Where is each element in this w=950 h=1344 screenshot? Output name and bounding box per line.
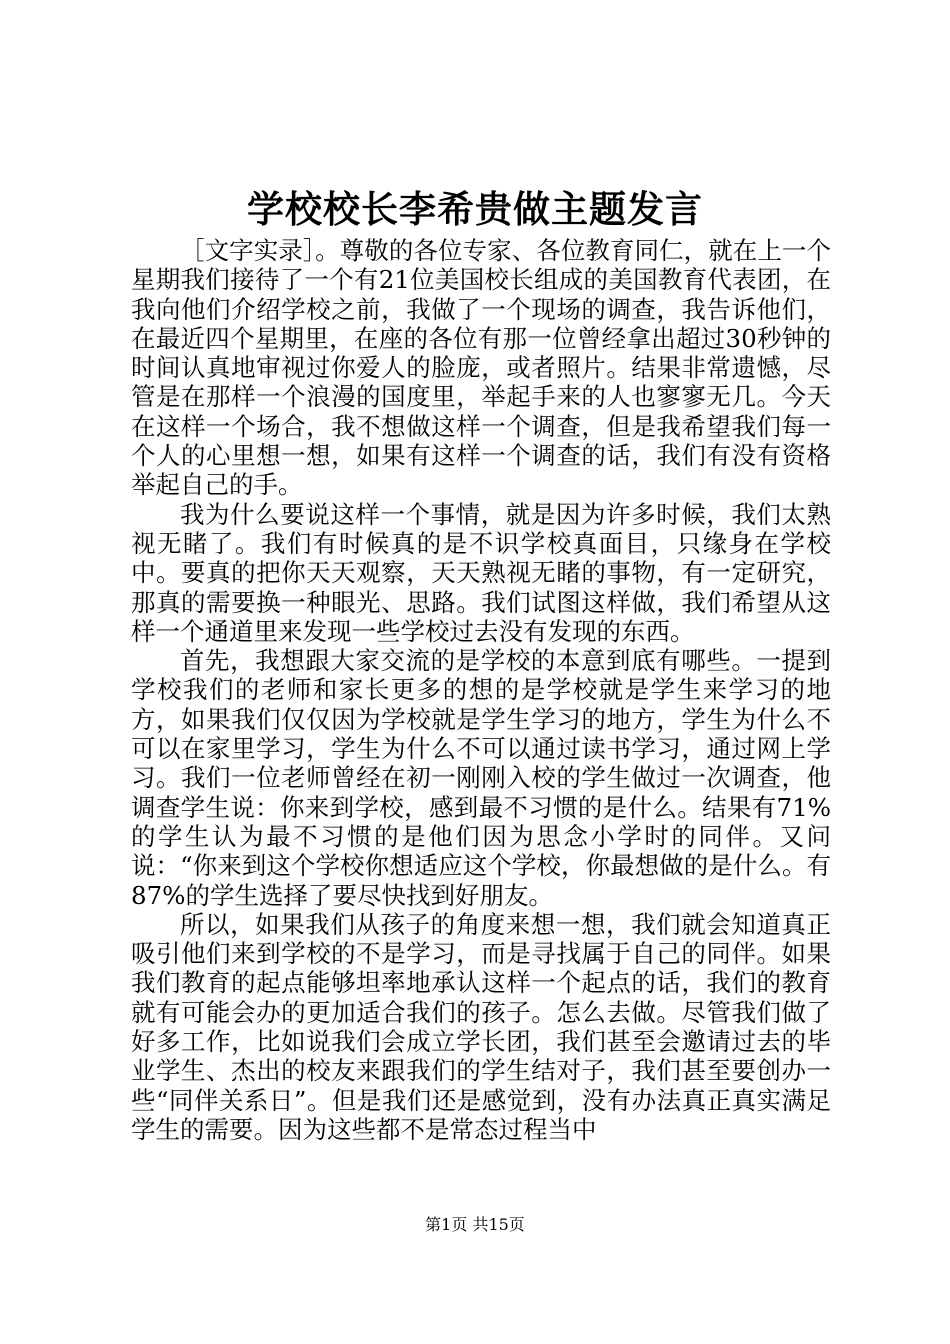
document-body (131, 236, 831, 1144)
paragraph-3: 首先，我想跟大家交流的是学校的本意到底有哪些。一提到学校我们的老师和家长更多的想的是学校就是学生来学习的地方，如果我们仅仅因为学校就是学生学习的地方，学生为什么不可以在家里学习，学生为什么不可以通过读书学习，通过网上学习。我们一位老师曾经在初一刚刚入校的学生做过一次调查，他调查学生说：你来到学校，感到最不习惯的是什么。结果有71%的学生认为最不习惯的是他们因为思念小学时的同伴。又问说：“你来到这个学校你想适应这个学校，你最想做的是什么。有87%的学生选择了要尽快找到好朋友。 (131, 646, 831, 910)
paragraph-4: 所以，如果我们从孩子的角度来想一想，我们就会知道真正吸引他们来到学校的不是学习，而是寻找属于自己的同伴。如果我们教育的起点能够坦率地承认这样一个起点的话，我们的教育就有可能会办的更加适合我们的孩子。怎么去做。尽管我们做了好多工作，比如说我们会成立学长团，我们甚至会邀请过去的毕业学生、杰出的校友来跟我们的学生结对子，我们甚至要创办一些“同伴关系日”。但是我们还是感觉到，没有办法真正真实满足学生的需要。因为这些都不是常态过程当中 (131, 909, 831, 1144)
paragraph-2: 我为什么要说这样一个事情，就是因为许多时候，我们太熟视无睹了。我们有时候真的是不识学校真面目，只缘身在学校中。要真的把你天天观察，天天熟视无睹的事物，有一定研究，那真的需要换一种眼光、思路。我们试图这样做，我们希望从这样一个通道里来发现一些学校过去没有发现的东西。 (131, 499, 831, 646)
page-number: 第1页 共15页 (425, 1215, 525, 1234)
paragraph-1: ［文字实录］。尊敬的各位专家、各位教育同仁，就在上一个星期我们接待了一个有21位美国校长组成的美国教育代表团，在我向他们介绍学校之前，我做了一个现场的调查，我告诉他们，在最近四个星期里，在座的各位有那一位曾经拿出超过30秒钟的时间认真地审视过你爱人的脸庞，或者照片。结果非常遗憾，尽管是在那样一个浪漫的国度里，举起手来的人也寥寥无几。今天在这样一个场合，我不想做这样一个调查，但是我希望我们每一个人的心里想一想，如果有这样一个调查的话，我们有没有资格举起自己的手。 (131, 236, 831, 500)
document-title: 学校校长李希贵做主题发言 (247, 187, 703, 231)
